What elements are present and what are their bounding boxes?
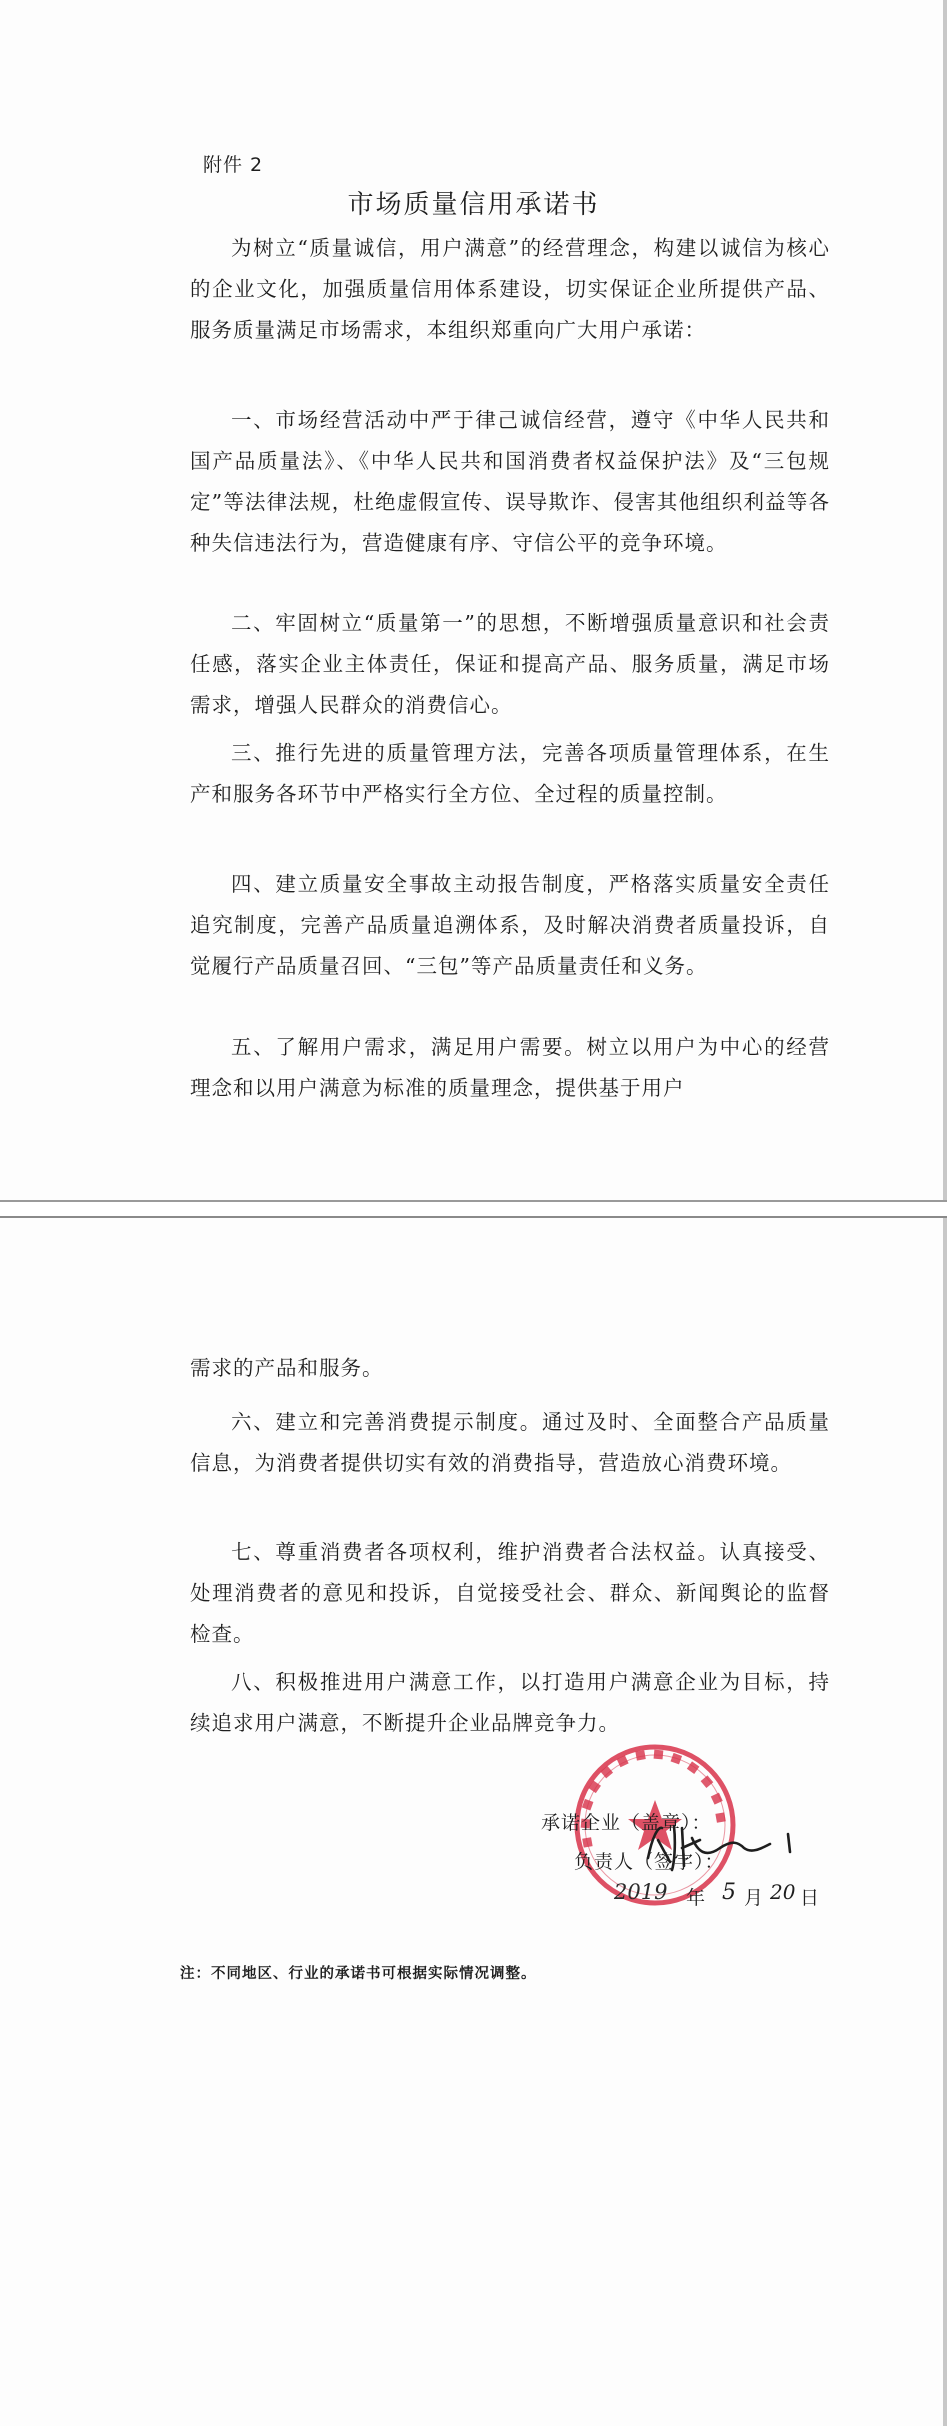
document-title: 市场质量信用承诺书	[347, 190, 600, 220]
signature-date-month-char: 月	[744, 1887, 764, 1909]
commitment-7: 七、尊重消费者各项权利，维护消费者合法权益。认真接受、处理消费者的意见和投诉，自觉接受社会、群众、新闻舆论的监督检查。	[190, 1540, 830, 1646]
page-separator	[0, 1200, 947, 1218]
page-edge	[943, 0, 947, 1200]
signature-date-month: 5	[722, 1880, 736, 1905]
handwritten-signature	[640, 1818, 810, 1878]
commitment-3: 三、推行先进的质量管理方法，完善各项质量管理体系，在生产和服务各环节中严格实行全方位、全过程的质量控制。	[190, 741, 830, 806]
commitment-5-continued: 需求的产品和服务。	[190, 1356, 384, 1380]
signature-date-year: 2019	[614, 1880, 668, 1904]
commitment-4: 四、建立质量安全事故主动报告制度，严格落实质量安全责任追究制度，完善产品质量追溯体系，及时解决消费者质量投诉，自觉履行产品质量召回、“三包”等产品质量责任和义务。	[190, 872, 830, 978]
responsible-person-label: 负责人（签字）：	[574, 1851, 725, 1873]
page-edge	[943, 1218, 947, 2426]
commitment-8: 八、积极推进用户满意工作，以打造用户满意企业为目标，持续追求用户满意，不断提升企业品牌竞争力。	[190, 1670, 830, 1735]
commitment-2: 二、牢固树立“质量第一”的思想，不断增强质量意识和社会责任感，落实企业主体责任，保证和提高产品、服务质量，满足市场需求，增强人民群众的消费信心。	[190, 611, 830, 717]
company-seal-label: 承诺企业（盖章）：	[541, 1812, 712, 1834]
signature-date-year-char: 年	[686, 1887, 708, 1909]
attachment-label: 附件 2	[203, 154, 264, 176]
intro-paragraph: 为树立“质量诚信，用户满意”的经营理念，构建以诚信为核心的企业文化，加强质量信用体系建设，切实保证企业所提供产品、服务质量满足市场需求，本组织郑重向广大用户承诺：	[190, 236, 830, 342]
commitment-5: 五、了解用户需求，满足用户需要。树立以用户为中心的经营理念和以用户满意为标准的质量理念，提供基于用户	[190, 1035, 830, 1100]
commitment-1: 一、市场经营活动中严于律己诚信经营，遵守《中华人民共和国产品质量法》、《中华人民共和国消费者权益保护法》及“三包规定”等法律法规，杜绝虚假宣传、误导欺诈、侵害其他组织利益等各种失信违法行为，营造健康有序、守信公平的竞争环境。	[190, 408, 830, 555]
signature-date-day-char: 日	[800, 1887, 820, 1909]
document-page-1	[0, 0, 947, 1200]
signature-date-day: 20	[770, 1880, 796, 1904]
commitment-6: 六、建立和完善消费提示制度。通过及时、全面整合产品质量信息，为消费者提供切实有效的消费指导，营造放心消费环境。	[190, 1410, 830, 1475]
footnote: 注：不同地区、行业的承诺书可根据实际情况调整。	[180, 1966, 537, 1982]
